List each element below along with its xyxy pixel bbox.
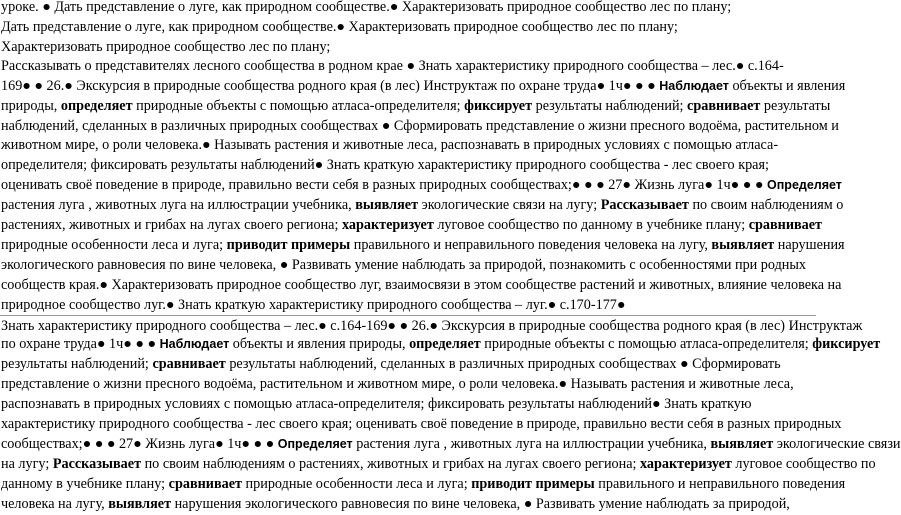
text-line bbox=[0, 334, 881, 355]
text-run: правильного и неправильного поведения человека на лугу, bbox=[350, 236, 712, 253]
text-run: по своим наблюдениям о bbox=[688, 197, 844, 214]
text-run: животном мире, о роли человека.● Называть растения и животные леса, распознавать в природных условиях с помощью атласа- bbox=[1, 137, 779, 154]
text-run: Знать характеристику природного сообщества – лес.● с.164-169● ● 26.● Экскурсия в природные сообщества родного края (в лес) Инструктаж bbox=[1, 317, 863, 334]
text-line bbox=[0, 315, 863, 337]
text-line bbox=[0, 235, 845, 256]
text-run: объекты и явления bbox=[728, 77, 846, 94]
bold-term: характеризует bbox=[640, 455, 732, 472]
bold-term: Рассказывает bbox=[52, 455, 142, 472]
text-run: экологические связи bbox=[773, 435, 901, 452]
text-line bbox=[0, 56, 816, 77]
text-run: данному в учебнике плану; bbox=[1, 475, 169, 492]
text-run: экологического равновесия по вине человека, ● Развивать умение наблюдать за природой, познакомить с особенностями при родных bbox=[1, 256, 807, 273]
text-run: Рассказывать о представителях лесного сообщества в родном крае ● Знать характеристику природного сообщества – лес.● с.164- bbox=[1, 57, 784, 74]
text-line bbox=[0, 275, 842, 296]
text-run: луговое сообщество по bbox=[731, 455, 876, 472]
text-line bbox=[0, 494, 816, 515]
text-run: определителя; фиксировать результаты наблюдений● Знать краткую характеристику природного сообщества - лес своего края; bbox=[1, 157, 769, 174]
bold-term: приводит примеры bbox=[226, 236, 351, 253]
text-run: природные объекты с помощью атласа-определителя; bbox=[132, 97, 465, 114]
text-run: нарушения bbox=[774, 236, 845, 253]
text-line bbox=[0, 374, 816, 395]
text-line bbox=[0, 474, 846, 495]
bold-term: выявляет bbox=[711, 236, 775, 253]
text-line bbox=[0, 295, 816, 316]
text-run: результаты bbox=[760, 97, 831, 114]
bold-term: фиксирует bbox=[812, 336, 881, 353]
text-run: результаты наблюдений; bbox=[532, 97, 688, 114]
text-run: наблюдений, сделанных в различных природных сообществах ● Сформировать представление о жизни пресного водоёма, растительном и bbox=[1, 117, 839, 134]
text-line bbox=[0, 215, 823, 236]
text-run: на лугу; bbox=[1, 455, 53, 472]
text-run: по своим наблюдениям о растениях, животных и грибах на лугах своего региона; bbox=[141, 455, 641, 472]
text-line bbox=[0, 434, 901, 455]
bold-term: фиксирует bbox=[464, 97, 533, 114]
bold-term: Определяет bbox=[277, 436, 353, 451]
text-run: представление о жизни пресного водоёма, растительном и животном мире, о роли человека.● Называть растения и животные леса, bbox=[1, 376, 794, 393]
bold-term: сравнивает bbox=[152, 356, 226, 373]
bold-term: Наблюдает bbox=[659, 78, 729, 93]
text-line bbox=[0, 135, 816, 156]
text-run: Дать представление о луге, как природном сообществе.● Характеризовать природное сообщество лес по плану; bbox=[1, 18, 678, 35]
text-line bbox=[0, 454, 876, 475]
text-line bbox=[0, 96, 831, 117]
text-run: природные особенности леса и луга; bbox=[242, 475, 472, 492]
text-line bbox=[0, 414, 842, 435]
text-run: уроке. ● Дать представление о луге, как природном сообществе.● Характеризовать природное сообщество лес по плану; bbox=[1, 0, 732, 15]
text-run: объекты и явления природы, bbox=[229, 336, 410, 353]
text-run: растениях, животных и грибах на лугах своего региона; bbox=[1, 217, 342, 233]
text-line bbox=[0, 0, 816, 18]
text-line bbox=[0, 17, 816, 38]
bold-term: Рассказывает bbox=[600, 197, 689, 214]
bold-term: сравнивает bbox=[748, 217, 823, 233]
text-run: правильного и неправильного поведения bbox=[594, 475, 846, 492]
text-run: сообществах;● ● ● 27● Жизнь луга● 1ч● ● ● bbox=[1, 435, 278, 452]
text-line bbox=[0, 37, 816, 58]
bold-term: Наблюдает bbox=[159, 337, 230, 352]
text-run: человека на лугу, bbox=[1, 495, 109, 512]
text-run: природное сообщество луг.● Знать краткую характеристику природного сообщества – луг.● с.170-177● bbox=[1, 296, 626, 313]
text-run: растения луга , животных луга на иллюстрации учебника, bbox=[1, 197, 356, 214]
text-run: луговое сообщество по данному в учебнике плану; bbox=[433, 217, 749, 233]
bold-term: сравнивает bbox=[168, 475, 242, 492]
text-run: сообществ края.● Характеризовать природное сообщество луг, взаимосвязи в этом сообществе растений и животных, влияние человека на bbox=[1, 276, 842, 293]
text-run: природные объекты с помощью атласа-определителя; bbox=[480, 336, 813, 353]
text-line bbox=[0, 76, 846, 97]
text-run: экологические связи на лугу; bbox=[418, 197, 601, 214]
bold-term: сравнивает bbox=[687, 97, 761, 114]
text-run: характеристику природного сообщества - лес своего края; оценивать своё поведение в природе, правильно вести себя в разных природных bbox=[1, 416, 842, 432]
text-line bbox=[0, 175, 842, 196]
bold-term: приводит примеры bbox=[471, 475, 595, 492]
bold-term: определяет bbox=[409, 336, 481, 353]
text-line bbox=[0, 255, 816, 276]
text-run: природные особенности леса и луга; bbox=[1, 236, 227, 253]
text-run: Характеризовать природное сообщество лес по плану; bbox=[1, 38, 331, 55]
bold-term: выявляет bbox=[710, 435, 774, 452]
bold-term: характеризует bbox=[341, 217, 434, 233]
text-line bbox=[0, 195, 844, 216]
text-run: распознавать в природных условиях с помощью атласа-определителя; фиксировать результаты наблюдений● Знать краткую bbox=[1, 396, 752, 413]
text-run: результаты наблюдений; bbox=[1, 356, 153, 373]
text-run: природы, bbox=[1, 97, 61, 114]
text-line bbox=[0, 354, 816, 375]
bold-term: Определяет bbox=[767, 178, 842, 193]
text-run: по охране труда● 1ч● ● ● bbox=[1, 336, 160, 353]
bold-term: выявляет bbox=[355, 197, 419, 214]
text-run: результаты наблюдений, сделанных в различных природных сообществах ● Сформировать bbox=[225, 356, 781, 373]
text-run: оценивать своё поведение в природе, правильно вести себя в разных природных сообществах;● ● ● 27● Жизнь луга● 1ч● ● ● bbox=[1, 177, 768, 194]
text-line bbox=[0, 394, 816, 415]
text-run: растения луга , животных луга на иллюстрации учебника, bbox=[352, 435, 711, 452]
text-run: 169● ● 26.● Экскурсия в природные сообщества родного края (в лес) Инструктаж по охране труда● 1ч● ● ● bbox=[1, 77, 660, 94]
bold-term: выявляет bbox=[108, 495, 172, 512]
text-run: нарушения экологического равновесия по вине человека, ● Развивать умение наблюдать за природой, bbox=[171, 495, 790, 512]
text-line bbox=[0, 116, 839, 137]
text-line bbox=[0, 155, 816, 176]
bold-term: определяет bbox=[60, 97, 133, 114]
